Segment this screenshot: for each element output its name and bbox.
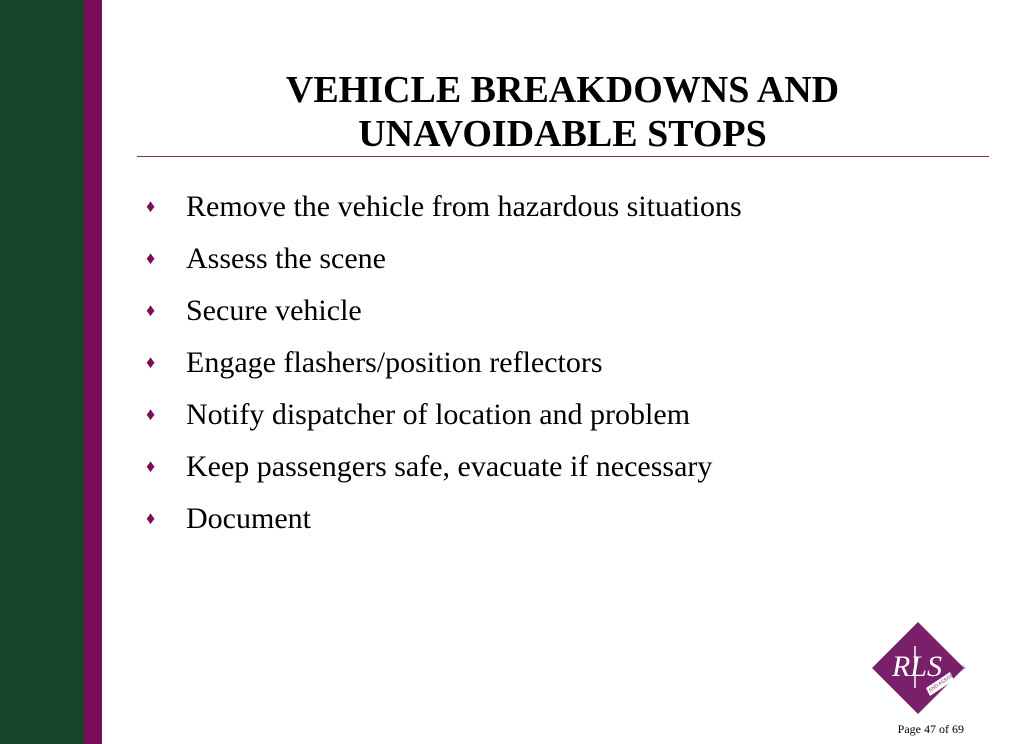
bullet-text: Assess the scene — [186, 242, 386, 275]
diamond-icon: ♦ — [146, 248, 156, 268]
bullet-item — [146, 502, 742, 554]
logo-subtext: AND ASSOCIATES — [927, 664, 967, 694]
page-number: Page 47 of 69 — [897, 722, 964, 736]
diamond-icon: ♦ — [146, 352, 156, 372]
title-divider — [137, 156, 989, 157]
bullet-text: Remove the vehicle from hazardous situations — [186, 190, 742, 223]
diamond-icon: ♦ — [146, 300, 156, 320]
diamond-icon: ♦ — [146, 508, 156, 528]
left-green-bar — [0, 0, 84, 744]
bullet-text: Document — [186, 502, 311, 535]
slide-title — [102, 68, 1023, 156]
title-line-2: UNAVOIDABLE STOPS — [358, 113, 767, 155]
bullet-item — [146, 190, 742, 242]
left-purple-bar — [84, 0, 102, 744]
diamond-icon: ♦ — [146, 404, 156, 424]
logo-text: RLS — [891, 650, 943, 683]
bullet-text: Notify dispatcher of location and problem — [186, 398, 691, 431]
bullet-item — [146, 294, 742, 346]
bullet-item — [146, 346, 742, 398]
bullet-text: Secure vehicle — [186, 294, 362, 327]
bullet-item — [146, 242, 742, 294]
bullet-text: Engage flashers/position reflectors — [186, 346, 603, 379]
bullet-list — [146, 190, 742, 554]
rls-logo — [868, 618, 968, 718]
title-line-1: VEHICLE BREAKDOWNS AND — [285, 69, 840, 111]
bullet-text: Keep passengers safe, evacuate if necessary — [186, 450, 713, 483]
bullet-item — [146, 450, 742, 502]
diamond-icon: ♦ — [146, 456, 156, 476]
bullet-item — [146, 398, 742, 450]
diamond-icon: ♦ — [146, 196, 156, 216]
